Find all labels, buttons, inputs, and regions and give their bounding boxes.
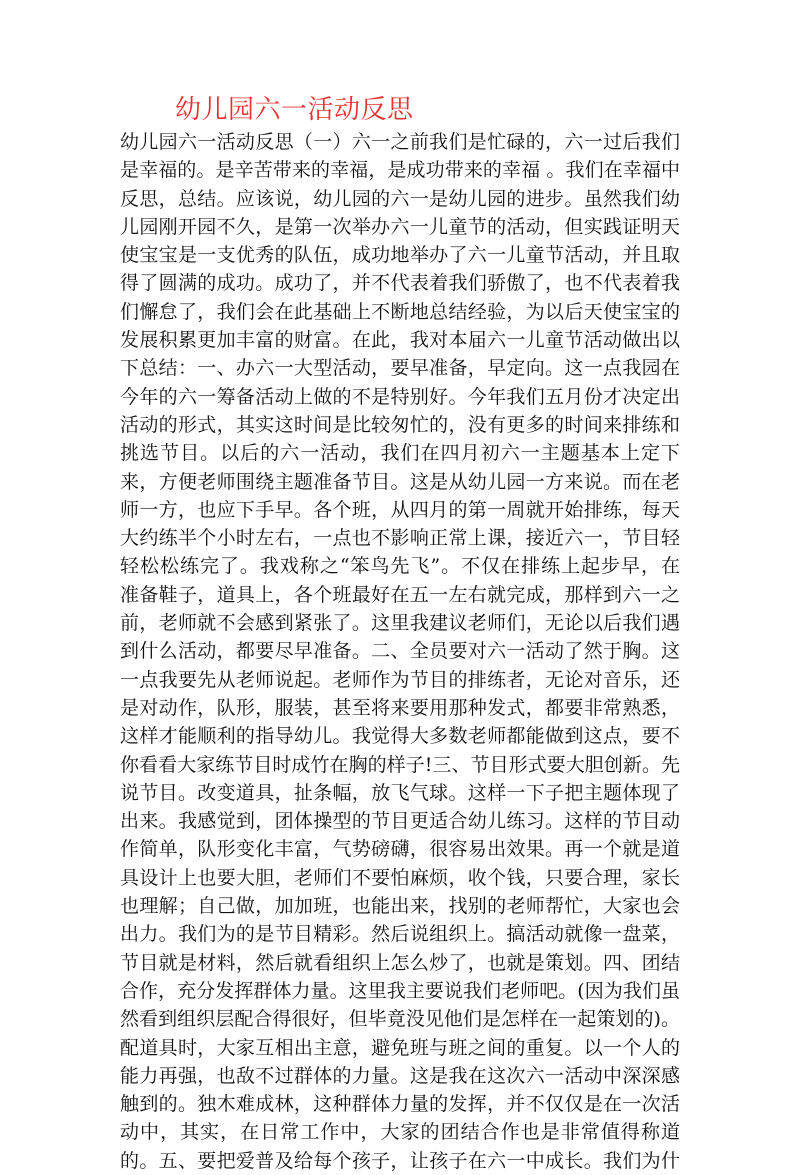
body-line: 是对动作，队形，服装，甚至将来要用那种发式，都要非常熟悉， (120, 696, 680, 719)
body-line: 你看看大家练节目时成竹在胸的样子!三、节目形式要大胆创新。先 (120, 753, 680, 776)
body-line: 是幸福的。是辛苦带来的幸福，是成功带来的幸福 。我们在幸福中 (120, 159, 680, 182)
body-line: 合作，充分发挥群体力量。这里我主要说我们老师吧。(因为我们虽 (120, 979, 680, 1002)
document-title: 幼儿园六一活动反思 (175, 95, 414, 125)
body-line: 这样才能顺利的指导幼儿。我觉得大多数老师都能做到这点，要不 (120, 725, 680, 748)
body-line: 轻松松练完了。我戏称之“笨鸟先飞”。不仅在排练上起步早，在 (120, 555, 680, 578)
body-line: 得了圆满的成功。成功了，并不代表着我们骄傲了，也不代表着我 (120, 272, 680, 295)
body-line: 作简单，队形变化丰富，气势磅礴，很容易出效果。再一个就是道 (120, 838, 680, 861)
body-line: 前，老师就不会感到紧张了。这里我建议老师们，无论以后我们遇 (120, 612, 680, 635)
document-body (120, 128, 680, 1175)
body-line: 一点我要先从老师说起。老师作为节目的排练者，无论对音乐，还 (120, 668, 680, 691)
body-line: 挑选节目。以后的六一活动，我们在四月初六一主题基本上定下 (120, 442, 680, 465)
body-line: 幼儿园六一活动反思（一）六一之前我们是忙碌的，六一过后我们 (120, 131, 680, 153)
body-line: 下总结：一、办六一大型活动，要早准备，早定向。这一点我园在 (120, 357, 680, 380)
body-line: 配道具时，大家互相出主意，避免班与班之间的重复。以一个人的 (120, 1036, 680, 1059)
body-line: 师一方，也应下手早。各个班，从四月的第一周就开始排练，每天 (120, 498, 680, 521)
body-line: 说节目。改变道具，扯条幅，放飞气球。这样一下子把主题体现了 (120, 781, 680, 804)
body-line: 也理解；自己做，加加班，也能出来，找别的老师帮忙，大家也会 (120, 895, 680, 918)
body-line: 来，方便老师围绕主题准备节目。这是从幼儿园一方来说。而在老 (120, 470, 680, 493)
body-line: 然看到组织层配合得很好，但毕竟没见他们是怎样在一起策划的)。 (120, 1008, 680, 1031)
body-line: 节目就是材料，然后就看组织上怎么炒了，也就是策划。四、团结 (120, 951, 680, 974)
body-line: 的。五、要把爱普及给每个孩子，让孩子在六一中成长。我们为什 (120, 1149, 680, 1172)
body-line: 出来。我感觉到，团体操型的节目更适合幼儿练习。这样的节目动 (120, 810, 680, 833)
body-line: 触到的。独木难成林，这种群体力量的发挥，并不仅仅是在一次活 (120, 1093, 680, 1116)
body-line: 今年的六一筹备活动上做的不是特别好。今年我们五月份才决定出 (120, 385, 680, 408)
body-line: 儿园刚开园不久，是第一次举办六一儿童节的活动，但实践证明天 (120, 215, 680, 238)
body-line: 反思，总结。应该说，幼儿园的六一是幼儿园的进步。虽然我们幼 (120, 187, 680, 210)
body-line: 能力再强，也敌不过群体的力量。这是我在这次六一活动中深深感 (120, 1064, 680, 1087)
body-line: 大约练半个小时左右，一点也不影响正常上课，接近六一，节目轻 (120, 527, 680, 550)
body-line: 准备鞋子，道具上，各个班最好在五一左右就完成，那样到六一之 (120, 583, 680, 606)
body-line: 活动的形式，其实这时间是比较匆忙的，没有更多的时间来排练和 (120, 413, 680, 436)
body-line: 们懈怠了，我们会在此基础上不断地总结经验，为以后天使宝宝的 (120, 300, 680, 323)
body-line: 发展积累更加丰富的财富。在此，我对本届六一儿童节活动做出以 (120, 329, 680, 352)
body-line: 具设计上也要大胆，老师们不要怕麻烦，收个钱，只要合理，家长 (120, 866, 680, 889)
body-line: 出力。我们为的是节目精彩。然后说组织上。搞活动就像一盘菜， (120, 923, 680, 946)
body-line: 动中，其实，在日常工作中，大家的团结合作也是非常值得称道 (120, 1121, 680, 1144)
body-line: 到什么活动，都要尽早准备。二、全员要对六一活动了然于胸。这 (120, 640, 680, 663)
body-line: 使宝宝是一支优秀的队伍，成功地举办了六一儿童节活动，并且取 (120, 244, 680, 267)
